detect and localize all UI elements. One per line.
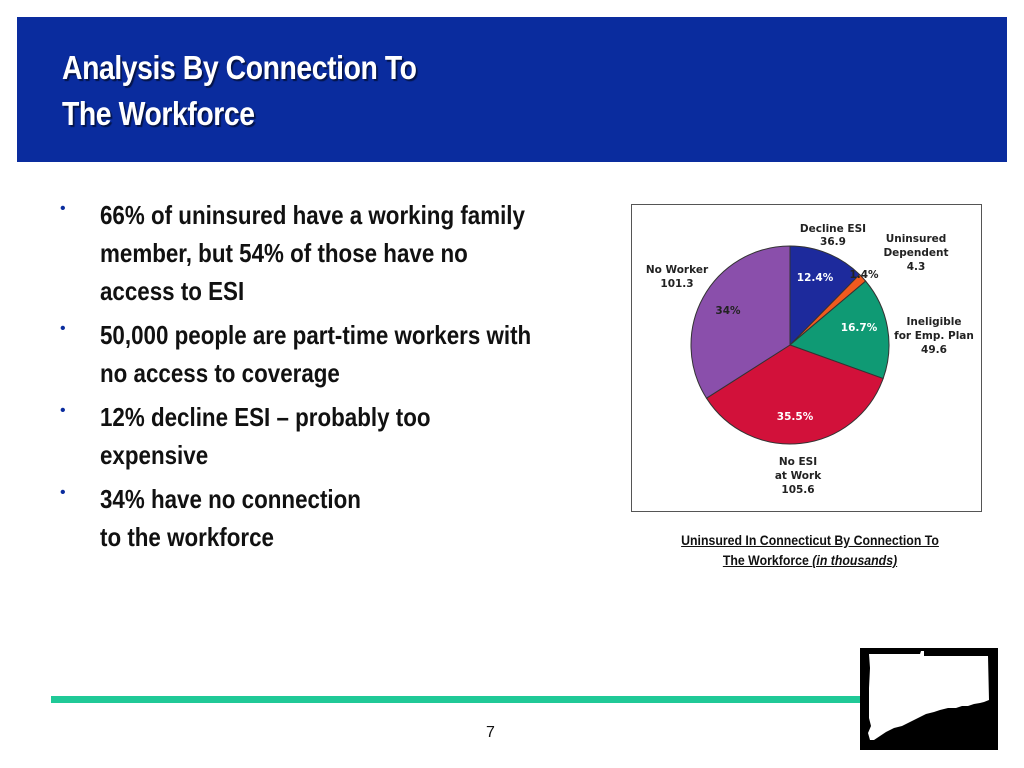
pct-label-dependent: 1.4% (849, 269, 879, 281)
pie-chart-frame (631, 204, 982, 512)
bullet-line: access to ESI (100, 276, 245, 306)
caption-line-1: Uninsured In Connecticut By Connection To (681, 532, 939, 548)
value-decline-esi: 36.9 (820, 236, 846, 248)
bullet-dot-icon: • (60, 484, 66, 501)
pct-label-no-esi: 35.5% (776, 411, 814, 423)
bullet-line: 66% of uninsured have a working family (100, 200, 525, 230)
caption-line-2-main: The Workforce (722, 552, 813, 568)
chart-caption (640, 530, 980, 570)
footer-divider (51, 696, 899, 703)
bullet-text (100, 398, 590, 474)
bullet-dot-icon: • (60, 200, 66, 217)
bullet-item (58, 196, 618, 310)
bullet-list (58, 196, 618, 562)
pct-label-no-worker: 34% (715, 305, 741, 317)
bullet-text (100, 196, 590, 310)
label-uninsured-dependent-1: Uninsured (885, 233, 947, 245)
pie-chart (632, 205, 981, 511)
title-banner (17, 17, 1007, 162)
label-ineligible-1: Ineligible (906, 316, 962, 328)
label-no-esi-1: No ESI (778, 456, 818, 468)
bullet-item (58, 480, 618, 556)
label-decline-esi: Decline ESI (799, 223, 867, 235)
bullet-text (100, 316, 590, 392)
bullet-line: expensive (100, 440, 209, 470)
bullet-text (100, 480, 590, 556)
bullet-line: no access to coverage (100, 358, 340, 388)
page-number: 7 (486, 724, 495, 741)
value-no-esi: 105.6 (781, 484, 815, 496)
label-no-esi-2: at Work (774, 470, 822, 482)
label-uninsured-dependent-2: Dependent (883, 247, 949, 259)
label-no-worker: No Worker (645, 264, 709, 276)
slide-title-line-2: The Workforce (62, 95, 255, 132)
bullet-line: member, but 54% of those have no (100, 238, 468, 268)
bullet-dot-icon: • (60, 320, 66, 337)
bullet-line: 50,000 people are part-time workers with (100, 320, 532, 350)
bullet-line: to the workforce (100, 522, 274, 552)
bullet-item (58, 398, 618, 474)
slide-title (62, 45, 417, 137)
pct-label-ineligible: 16.7% (840, 322, 878, 334)
value-ineligible: 49.6 (921, 344, 947, 356)
connecticut-map-icon (860, 648, 998, 750)
label-ineligible-2: for Emp. Plan (894, 330, 974, 342)
value-no-worker: 101.3 (660, 278, 694, 290)
slide-title-line-1: Analysis By Connection To (62, 49, 417, 86)
bullet-line: 12% decline ESI – probably too (100, 402, 431, 432)
caption-units: (in thousands) (812, 552, 898, 568)
pct-label-decline: 12.4% (796, 272, 834, 284)
bullet-item (58, 316, 618, 392)
caption-line-2 (660, 550, 959, 570)
bullet-line: 34% have no connection (100, 484, 361, 514)
value-uninsured-dependent: 4.3 (906, 261, 926, 273)
bullet-dot-icon: • (60, 402, 66, 419)
